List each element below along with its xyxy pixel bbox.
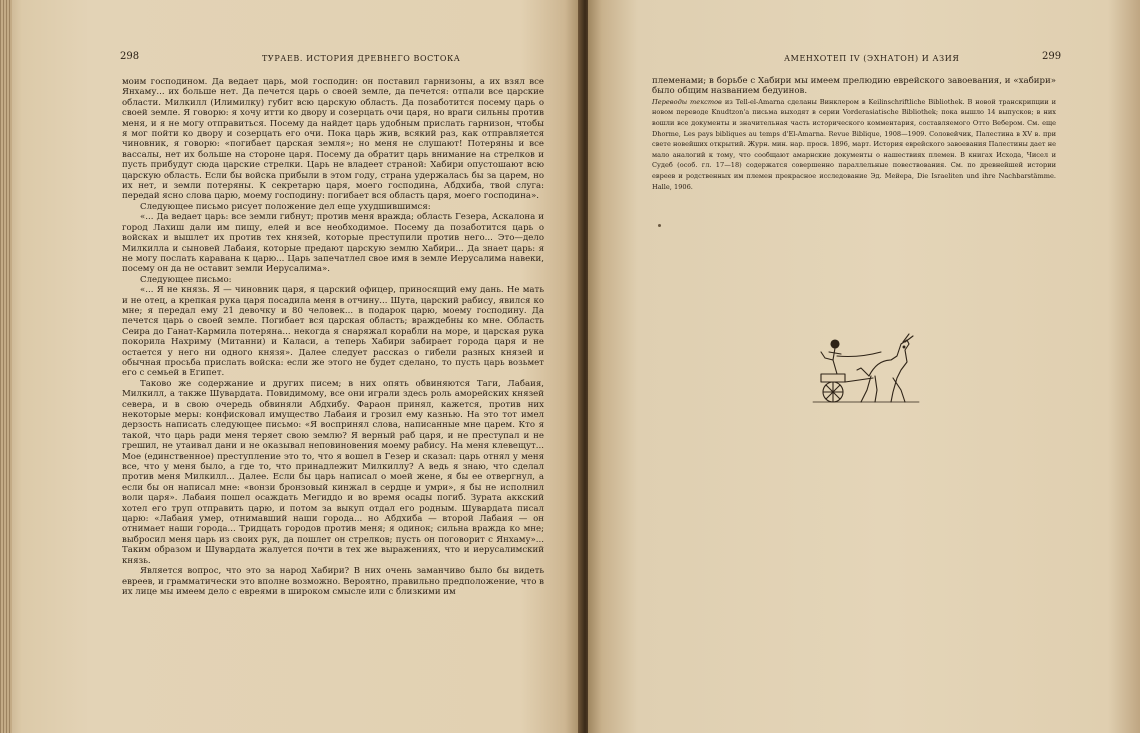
chariot-vignette-icon (811, 330, 923, 412)
paragraph: Следующее письмо рисует положение дел еще ухудшившимся: (140, 201, 431, 212)
paragraph: Является вопрос, что это за народ Хабири? В них очень заманчиво было бы видеть евреев, и грамматически это вполне возможно. Вероятно, правильно предположение, что в их лице мы имеем дело с евреями в широком смысле или с близкими им (122, 566, 544, 597)
paragraph: племенами; в борьбе с Хабири мы имеем прелюдию еврейского завоевания, и «хабири» было общим названием бедуинов. (652, 76, 1056, 97)
page-number-right: 299 (1042, 51, 1062, 62)
ink-dot (658, 224, 661, 227)
running-head-left: ТУРАЕВ. ИСТОРИЯ ДРЕВНЕГО ВОСТОКА (262, 54, 461, 63)
right-page (588, 0, 1140, 733)
running-head-right: АМЕНХОТЕП IV (ЭХНАТОН) И АЗИЯ (784, 54, 960, 63)
bibliography-lead: Переводы текстов (652, 97, 722, 106)
bibliography-text: из Tell-el-Amarna сделаны Винклером в Keilinschriftliche Bibliothek. В новой транскрипции и новом переводе Knudtzon'а письма выходят в серии Vorderasiatische Bibliothek; пока вышло 14 выпусков; в них вошли все документы и значительная часть исторического комментария, составляемого Отто Вебером. См. еще Dhorme, Les pays bibliques au temps d'El-Amarna. Revue Biblique, 1908—1909. Соловейчик, Палестина в XV в. при свете новейших открытий. Журн. мин. нар. просв. 1896, март. История еврейского завоевания Палестины дает не мало аналогий к тому, что сообщают амарнские документы о нашествиях племен. В книгах Исхода, Чисел и Судеб (особ. гл. 17—18) содержатся совершенно параллельные повествования. См. по древнейшей истории евреев и родственных им племен прекрасное исследование Эд. Мейера, Die Israeliten und ihre Nachbarstämme. Halle, 1906. (652, 97, 1056, 191)
left-body-text (122, 77, 544, 597)
paragraph: «... Да ведает царь: все земли гибнут; против меня вражда; область Гезера, Аскалона и город Лахиш дали им пищу, елей и все необходимое. Посему да позаботится царь о войсках и вышлет их против тех князей, которые преступили против него... Это—дело Милкилла и сыновей Лабаия, которые предают царскую землю Хабири... Да знает царь: я не могу послать каравана к царю... Царь запечатлел свое имя в земле Иерусалима навеки, посему он да не оставит земли Иерусалима». (122, 212, 544, 275)
bibliography-note (652, 97, 1056, 192)
paragraph: Таково же содержание и других писем; в них опять обвиняются Таги, Лабаия, Милкилл, а также Шувардата. Повидимому, все они играли здесь роль аморейских князей севера, и в свою очередь обвиняли Абдхибу. Фараон принял, кажется, против них некоторые меры: конфисковал имущество Лабаия и грозил ему казнью. На это тот имел дерзость написать следующее письмо: «Я воспринял слова, написанные мне царем. Кто я такой, что царь ради меня теряет свою землю? Я верный раб царя, и не преступал и не грешил, не утаивал дани и не оказывал неповиновения моему рабису. На меня клевещут... Мое (единственное) преступление это то, что я вошел в Гезер и сказал: царь отнял у меня все, что у меня было, а где то, что принадлежит Милкиллу? А ведь я знаю, что сделал против меня Милкилл... Далее. Если бы царь написал о моей жене, я бы ее отвергнул, а если бы он написал мне: «вонзи бронзовый кинжал в сердце и умри», я бы не исполнил воли царя». Лабаия пошел осаждать Мегиддо и во время осады погиб. Зурата аккский хотел его труп отправить царю, и потом за выкуп отдал его родным. Шувардата писал царю: «Лабаия умер, отнимавший наши города... но Абдхиба — второй Лабаия — он отнимает наши города... Тридцать городов против меня; я одинок; сильна вражда ко мне; выбросил меня царь из своих рук, да пошлет он стрелков; пусть он поговорит с Янхаму»... Таким образом и Шувардата жалуется почти в тех же выражениях, что и иерусалимский князь. (122, 378, 544, 566)
paragraph: «... Я не князь. Я — чиновник царя, я царский офицер, приносящий ему дань. Не мать и не отец, а крепкая рука царя посадила меня в отчину... Шута, царский рабису, явился ко мне; я передал ему 21 девочку и 80 человек... в подарок царю, моему господину. Да печется царь о своей земле. Погибает вся царская область; враждебны ко мне. Область Сеира до Ганат-Кармила потеряна... некогда я снаряжал корабли на море, и царская рука покорила Нахриму (Митанни) и Каласи, а теперь Хабири забирает города царя и не остается у него ни одного князя». Далее следует рассказ о гибели разных князей и обычная просьба прислать войска: если же этого не будет сделано, то пусть царь возьмет его с семьей в Египет. (122, 285, 544, 379)
paragraph: моим господином. Да ведает царь, мой господин: он поставил гарнизоны, а их взял все Янхаму... их больше нет. Да печется царь о своей земле, да печется: отпали все царские области. Милкилл (Илимилку) губит всю царскую область. Да позаботится посему царь о своей земле. Я говорю: я хочу итти ко двору и созерцать очи царя, но враги сильны против меня, и я не могу отправиться. Посему да найдет царь удобным прислать гарнизон, чтобы я мог пойти ко двору и созерцать его очи. Пока царь жив, всякий раз, как отправляется чиновник, я говорю: «погибает царская земля»; но меня не слушают! Потеряны и все вассалы, нет их больше на стороне царя. Посему да обратит царь внимание на стрелков и пусть прибудут сюда царские стрелки. Царь не владеет страной: Хабири опустошают всю царскую область. Если бы войска прибыли в этом году, страна удержалась бы за царем, но их нет, и земли потеряны. К секретарю царя, моего господина, Абдхиба, твой слуга: передай ясно слова царю, моему господину: погибает вся область царя, моего господина». (122, 77, 544, 202)
page-edge (0, 0, 12, 733)
page-number-left: 298 (120, 51, 140, 62)
paragraph: Следующее письмо: (140, 274, 232, 285)
right-body-text (652, 76, 1056, 192)
